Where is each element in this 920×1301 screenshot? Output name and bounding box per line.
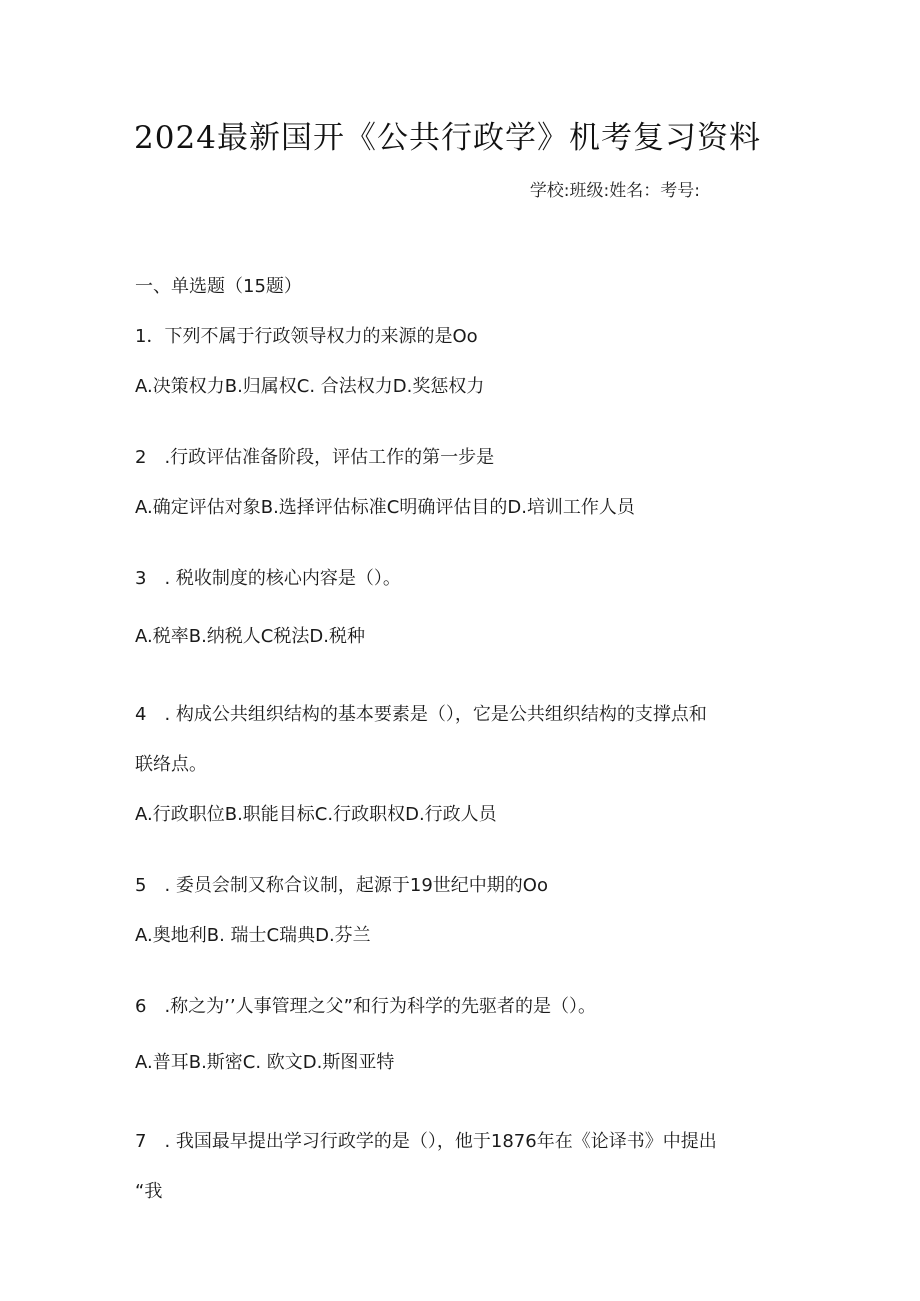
question-4-stem: 4 . 构成公共组织结构的基本要素是（），它是公共组织结构的支撑点和: [135, 704, 707, 725]
question-2-options: A.确定评估对象B.选择评估标准C明确评估目的D.培训工作人员: [135, 497, 635, 518]
question-7-stem: 7 . 我国最早提出学习行政学的是（），他于1876年在《论译书》中提出: [135, 1131, 717, 1152]
question-3-options: A.税率B.纳税人C税法D.税种: [135, 626, 365, 647]
question-5-options: A.奥地利B. 瑞士C瑞典D.芬兰: [135, 925, 371, 946]
question-2-stem: 2 .行政评估准备阶段，评估工作的第一步是: [135, 447, 495, 468]
question-3-stem: 3 . 税收制度的核心内容是（）。: [135, 568, 401, 589]
question-1-stem: 1．下列不属于行政领导权力的来源的是Oo: [135, 326, 478, 347]
question-7-stem-continued: “我: [135, 1181, 163, 1202]
question-5-stem: 5 . 委员会制又称合议制，起源于19世纪中期的Oo: [135, 875, 548, 896]
question-6-stem: 6 .称之为’’人事管理之父”和行为科学的先驱者的是（）。: [135, 996, 596, 1017]
document-title: 2024最新国开《公共行政学》机考复习资料: [134, 120, 761, 156]
student-info-line: 学校:班级:姓名：考号:: [529, 181, 700, 201]
question-1-options: A.决策权力B.归属权C. 合法权力D.奖惩权力: [135, 376, 485, 397]
question-4-stem-continued: 联络点。: [135, 754, 207, 775]
question-6-options: A.普耳B.斯密C. 欧文D.斯图亚特: [135, 1052, 395, 1073]
question-4-options: A.行政职位B.职能目标C.行政职权D.行政人员: [135, 804, 497, 825]
section-heading: 一、单选题（15题）: [135, 276, 302, 297]
